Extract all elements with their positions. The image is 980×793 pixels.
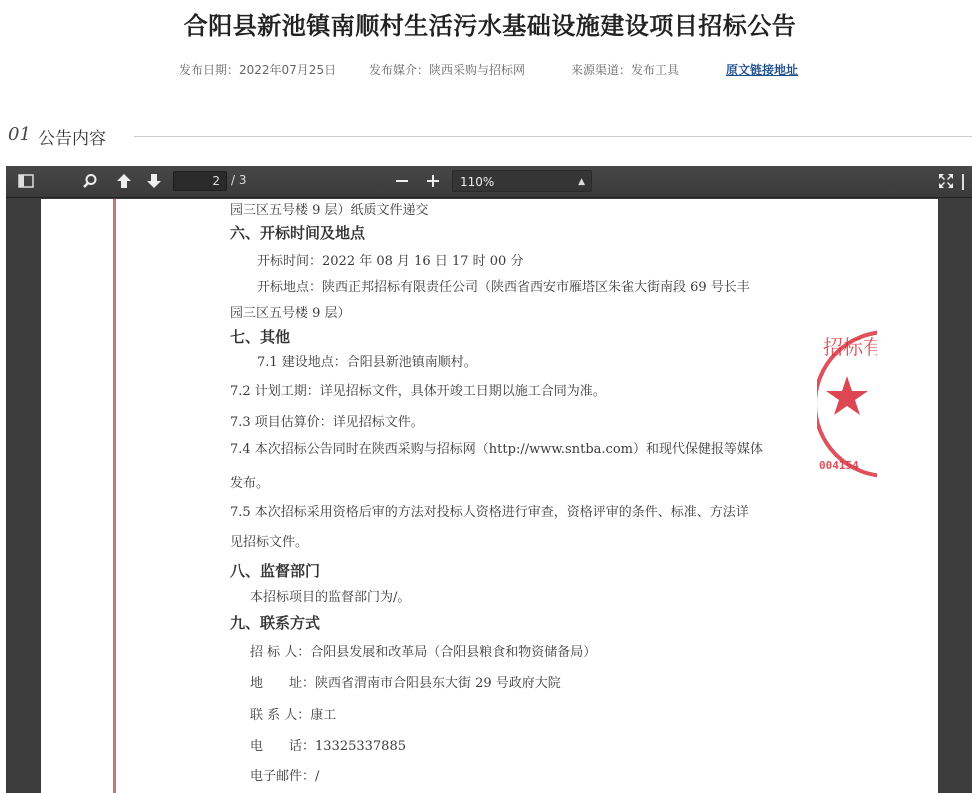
zoom-value: 110%: [460, 175, 495, 189]
page-title: 合阳县新池镇南顺村生活污水基础设施建设项目招标公告: [183, 12, 797, 40]
doc-line: 联 系 人：康工: [250, 708, 337, 723]
doc-heading: 六、开标时间及地点: [230, 224, 366, 242]
doc-line: 7.3 项目估算价：详见招标文件。: [230, 415, 424, 430]
doc-line: 本招标项目的监督部门为/。: [250, 590, 411, 605]
doc-line: 开标地点：陕西正邦招标有限责任公司（陕西省西安市雁塔区朱雀大街南段 69 号长丰: [257, 280, 750, 295]
doc-line: 见招标文件。: [230, 535, 309, 550]
official-seal: [817, 324, 883, 484]
pdf-page: [41, 199, 938, 793]
doc-line: 地 址：陕西省渭南市合阳县东大街 29 号政府大院: [250, 676, 561, 691]
page-number-input[interactable]: 2: [173, 171, 227, 191]
zoom-in-button[interactable]: [421, 170, 445, 192]
doc-line: 招 标 人：合阳县发展和改革局（合阳县粮食和物资储备局）: [250, 645, 597, 660]
pdf-viewer: [6, 166, 972, 793]
section-title: 公告内容: [38, 129, 106, 149]
fullscreen-button[interactable]: [934, 170, 958, 192]
doc-heading: 八、监督部门: [230, 562, 321, 580]
doc-line: 电 话：13325337885: [250, 739, 406, 754]
sidebar-toggle-icon: [18, 174, 34, 188]
original-link[interactable]: 原文链接地址: [726, 63, 799, 77]
doc-line: 园三区五号楼 9 层）: [230, 306, 351, 321]
doc-line: 电子邮件：/: [250, 769, 320, 784]
arrow-up-icon: [116, 173, 132, 189]
doc-line: 开标时间：2022 年 08 月 16 日 17 时 00 分: [257, 254, 524, 269]
zoom-select[interactable]: [452, 170, 592, 192]
next-page-button[interactable]: [142, 170, 166, 192]
search-button[interactable]: [78, 170, 102, 192]
doc-line: 园三区五号楼 9 层）纸质文件递交: [230, 203, 429, 218]
doc-heading: 九、联系方式: [230, 614, 321, 632]
doc-line: 7.4 本次招标公告同时在陕西采购与招标网（http://www.sntba.com）和现代保健报等媒体: [230, 442, 763, 457]
arrow-down-icon: [146, 173, 162, 189]
seal-text-top: 招标有: [823, 335, 883, 359]
minus-icon: [395, 174, 409, 188]
search-icon: [82, 173, 98, 189]
viewer-scroll-area[interactable]: [939, 199, 972, 793]
toolbar-overflow-icon[interactable]: [962, 174, 964, 190]
previous-page-button[interactable]: [112, 170, 136, 192]
plus-icon: [426, 174, 440, 188]
doc-line: 7.1 建设地点：合阳县新池镇南顺村。: [257, 355, 477, 370]
source-channel: 来源渠道：发布工具: [571, 63, 680, 77]
page-count: / 3: [231, 173, 247, 187]
doc-line: 7.2 计划工期：详见招标文件，具体开竣工日期以施工合同为准。: [230, 384, 606, 399]
seal-text-bottom: 004154: [819, 459, 859, 472]
page-margin-line: [113, 199, 116, 793]
zoom-out-button[interactable]: [390, 170, 414, 192]
publish-media: 发布媒介：陕西采购与招标网: [369, 63, 526, 77]
doc-line: 7.5 本次招标采用资格后审的方法对投标人资格进行审查，资格评审的条件、标准、方法详: [230, 505, 749, 520]
fullscreen-icon: [938, 173, 954, 189]
doc-line: 发布。: [230, 476, 270, 491]
section-divider: [134, 136, 972, 137]
doc-heading: 七、其他: [230, 328, 291, 346]
select-arrows-icon: ▲: [578, 177, 585, 187]
sidebar-toggle-button[interactable]: [14, 170, 38, 192]
section-number: 01: [8, 124, 31, 145]
pdf-toolbar: [6, 166, 972, 198]
publish-date: 发布日期：2022年07月25日: [179, 63, 337, 77]
